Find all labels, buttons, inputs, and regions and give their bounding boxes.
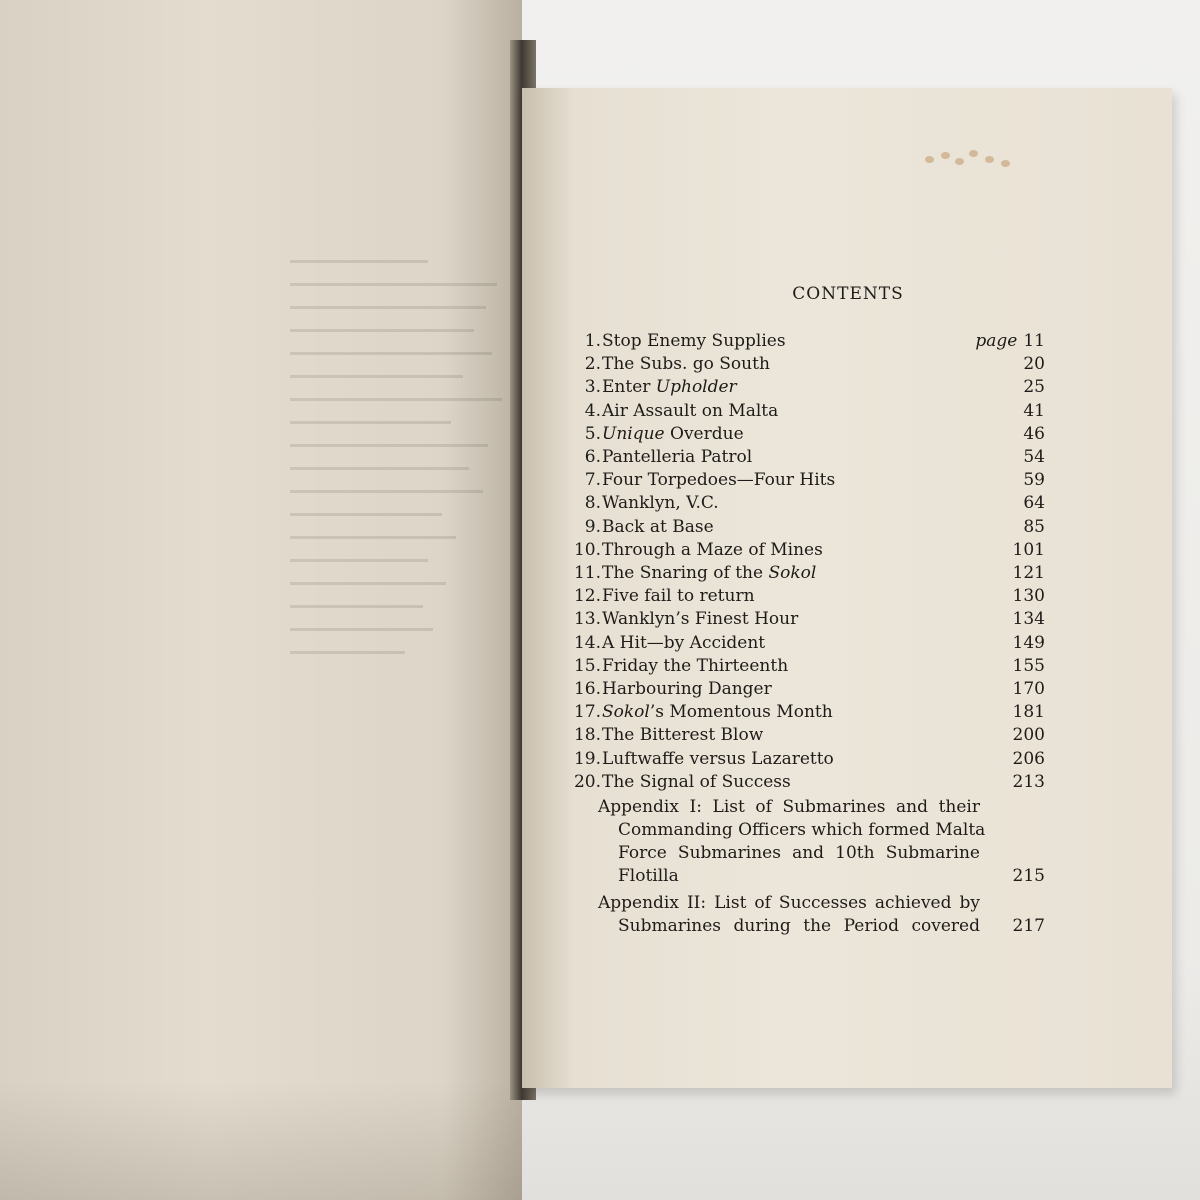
- foxing-stains: [925, 150, 1015, 170]
- appendix-page-number: 215: [1012, 866, 1045, 886]
- page-number: 181: [1012, 702, 1045, 723]
- toc-entry: [565, 632, 1045, 655]
- chapter-title: Luftwaffe versus Lazaretto: [602, 748, 834, 769]
- chapter-title: The Subs. go South: [602, 354, 770, 375]
- toc-entry: [565, 771, 1045, 794]
- toc-entry: [565, 562, 1045, 585]
- chapter-title: Wanklyn, V.C.: [602, 493, 719, 514]
- toc-entry: [565, 376, 1045, 399]
- chapter-title: Harbouring Danger: [602, 679, 772, 699]
- chapter-title: A Hit—by Accident: [602, 632, 766, 653]
- page-number: 101: [1012, 539, 1045, 560]
- chapter-number: 10.: [573, 539, 601, 560]
- chapter-number: 16.: [573, 679, 601, 699]
- chapter-number: 2.: [584, 354, 601, 375]
- chapter-number: 4.: [584, 400, 601, 421]
- chapter-number: 6.: [584, 447, 601, 467]
- page-number: 20: [1023, 354, 1045, 375]
- chapter-title: Back at Base: [602, 516, 714, 537]
- toc-entry: [565, 469, 1045, 492]
- appendix-line: Commanding Officers which formed Malta: [618, 820, 986, 840]
- page-number: 41: [1023, 400, 1045, 421]
- chapter-title: Five fail to return: [602, 586, 755, 607]
- appendix-line: Force Submarines and 10th Submarine: [618, 843, 980, 863]
- chapter-title: Air Assault on Malta: [602, 400, 779, 421]
- page-number: 130: [1012, 586, 1045, 607]
- toc-entry: [565, 516, 1045, 539]
- chapter-number: 18.: [573, 725, 601, 746]
- chapter-title: Stop Enemy Supplies: [602, 331, 786, 351]
- chapter-number: 3.: [584, 377, 601, 398]
- toc-entry: [565, 539, 1045, 562]
- chapter-title: Sokol’s Momentous Month: [602, 702, 833, 723]
- chapter-number: 5.: [584, 423, 601, 444]
- chapter-title: The Snaring of the Sokol: [602, 563, 817, 583]
- page-number: 213: [1012, 771, 1045, 792]
- page-number: 54: [1023, 447, 1045, 467]
- toc-entry: [565, 492, 1045, 515]
- toc-entry: [565, 400, 1045, 423]
- chapter-title: Four Torpedoes—Four Hits: [602, 470, 836, 491]
- appendix-line: Appendix I: List of Submarines and their: [598, 797, 980, 817]
- page-number: 200: [1012, 725, 1045, 746]
- page-number: 206: [1012, 748, 1045, 769]
- chapter-number: 8.: [584, 493, 601, 514]
- chapter-number: 13.: [573, 609, 601, 630]
- chapter-number: 12.: [573, 586, 601, 607]
- chapter-number: 14.: [573, 632, 601, 653]
- chapter-title: The Bitterest Blow: [602, 725, 764, 746]
- appendix-line: Submarines during the Period covered: [618, 916, 980, 936]
- page-number: 64: [1023, 493, 1045, 514]
- chapter-title: Pantelleria Patrol: [602, 447, 753, 467]
- page-number: 85: [1023, 516, 1045, 537]
- chapter-title: The Signal of Success: [602, 771, 791, 792]
- appendix-line: Appendix II: List of Successes achieved by: [598, 893, 980, 913]
- left-page-shadow: [0, 1080, 522, 1200]
- chapter-number: 20.: [573, 771, 601, 792]
- chapter-title: Wanklyn’s Finest Hour: [602, 609, 799, 630]
- toc-entry: [565, 423, 1045, 446]
- toc-entry: [565, 585, 1045, 608]
- toc-entry: [565, 701, 1045, 724]
- page-number: 59: [1023, 470, 1045, 491]
- toc-entry: [565, 608, 1045, 631]
- chapter-number: 17.: [573, 702, 601, 723]
- chapter-number: 11.: [573, 563, 601, 583]
- page-number: 149: [1012, 632, 1045, 653]
- show-through-text: [290, 260, 520, 780]
- toc-entry: [565, 353, 1045, 376]
- page-number: page 11: [975, 331, 1045, 351]
- chapter-title: Enter Upholder: [602, 377, 737, 398]
- page-number: 170: [1012, 679, 1045, 699]
- chapter-title-italic: Sokol: [768, 563, 817, 583]
- toc-entry: [565, 724, 1045, 747]
- chapter-title-italic: Unique: [602, 423, 665, 444]
- chapter-title-italic: Sokol: [602, 702, 650, 723]
- page-number: 121: [1012, 563, 1045, 583]
- chapter-number: 7.: [584, 470, 601, 491]
- contents-heading: CONTENTS: [792, 284, 904, 304]
- chapter-number: 15.: [573, 655, 601, 676]
- appendix-page-number: 217: [1012, 916, 1045, 936]
- appendix-entry: [598, 796, 986, 888]
- toc-entry: [565, 748, 1045, 771]
- page-number: 134: [1012, 609, 1045, 630]
- chapter-number: 19.: [573, 748, 601, 769]
- toc-entry: [565, 655, 1045, 678]
- page-number: 46: [1023, 423, 1045, 444]
- page-label: page: [975, 331, 1018, 351]
- chapter-title: Friday the Thirteenth: [602, 655, 789, 676]
- chapter-number: 9.: [584, 516, 601, 537]
- appendix-entry: [598, 892, 980, 938]
- chapter-title: Through a Maze of Mines: [602, 539, 823, 560]
- chapter-title: Unique Overdue: [602, 423, 744, 444]
- toc-entry: [565, 678, 1045, 701]
- toc-entry: [565, 446, 1045, 469]
- page-number: 25: [1023, 377, 1045, 398]
- chapter-number: 1.: [584, 331, 601, 351]
- chapter-title-italic: Upholder: [655, 377, 737, 398]
- appendix-line: Flotilla: [618, 866, 679, 886]
- toc-entry: [565, 330, 1045, 353]
- page-number: 155: [1012, 655, 1045, 676]
